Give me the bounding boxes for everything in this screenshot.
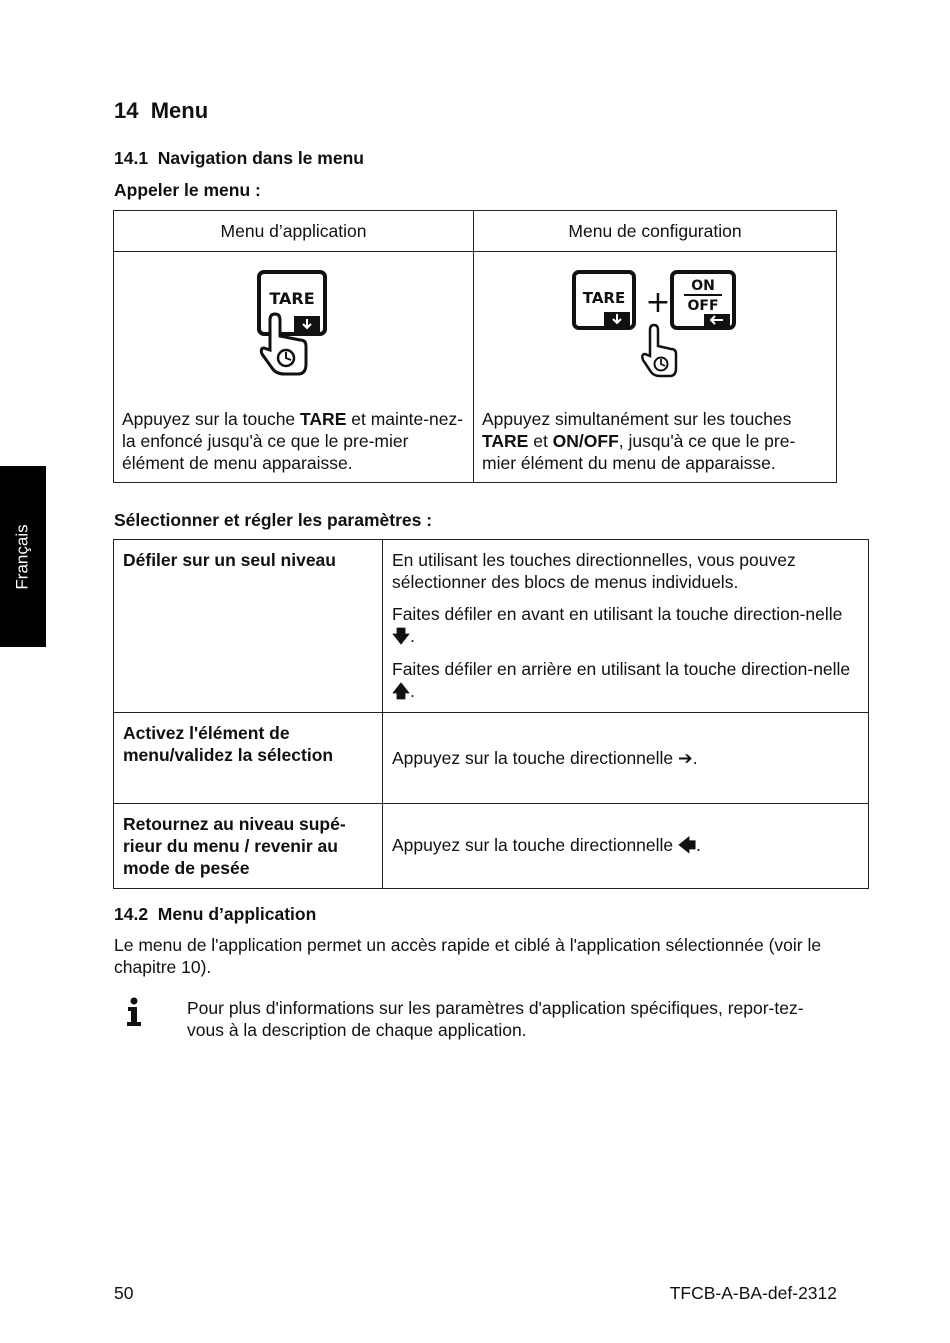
col-header-application: Menu d’application <box>114 211 474 252</box>
table-row <box>114 804 869 889</box>
arrow-right-icon: ➔ <box>678 748 693 769</box>
subsection-title-app-menu <box>114 903 316 925</box>
scroll-intro-text: En utilisant les touches directionnelles, vous pouvez sélectionner des blocs de menus individuels. <box>392 550 796 592</box>
subsection-number: 14.1 <box>114 148 149 168</box>
select-params-heading: Sélectionner et régler les paramètres : <box>114 510 433 530</box>
svg-text:OFF: OFF <box>687 298 719 314</box>
subsection-number: 14.2 <box>114 904 149 924</box>
page-number: 50 <box>114 1283 134 1303</box>
table-row <box>114 540 869 713</box>
svg-text:+: + <box>645 285 671 320</box>
menu-call-table <box>113 210 837 483</box>
document-code: TFCB-A-BA-def-2312 <box>669 1283 837 1303</box>
row-label-activate: Activez l'élément de menu/validez la sélection <box>114 713 383 804</box>
cell-configuration-menu <box>474 252 837 483</box>
params-table <box>113 539 869 889</box>
row-label-scroll: Défiler sur un seul niveau <box>114 540 383 713</box>
row-content-return: Appuyez sur la touche directionnelle 🡄. <box>383 804 869 889</box>
info-note-text: Pour plus d'informations sur les paramètres d'application spécifiques, repor-tez-vous à la description de chaque application. <box>187 998 804 1040</box>
arrow-left-icon: 🡄 <box>678 836 697 856</box>
section-number: 14 <box>114 98 139 123</box>
svg-text:TARE: TARE <box>268 289 315 308</box>
subsection-title-text: Navigation dans le menu <box>157 148 364 168</box>
call-menu-heading: Appeler le menu : <box>114 180 261 200</box>
subsection-title-navigation <box>114 147 364 169</box>
cell-application-menu <box>114 252 474 483</box>
col-header-configuration: Menu de configuration <box>474 211 837 252</box>
application-menu-description: Appuyez sur la touche TARE et mainte-nez-la enfoncé jusqu'à ce que le pre-mier élément de menu apparaisse. <box>122 409 464 473</box>
section-title <box>114 100 208 122</box>
tare-onoff-press-icon <box>482 260 828 388</box>
tare-press-icon <box>122 260 465 388</box>
scroll-backward-text: Faites défiler en arrière en utilisant la touche direction-nelle 🡅. <box>392 659 851 702</box>
app-menu-paragraph: Le menu de l'application permet un accès rapide et ciblé à l'application sélectionnée (voir le chapitre 10). <box>114 935 822 977</box>
configuration-menu-description: Appuyez simultanément sur les touches TARE et ON/OFF, jusqu'à ce que le pre-mier élément du menu de apparaisse. <box>482 409 796 473</box>
svg-text:TARE: TARE <box>582 289 626 307</box>
row-content-activate: Appuyez sur la touche directionnelle ➔. <box>383 713 869 804</box>
subsection-title-text: Menu d’application <box>157 904 317 924</box>
arrow-up-icon: 🡅 <box>392 682 410 702</box>
svg-text:ON: ON <box>691 278 715 294</box>
language-label: Français <box>13 523 32 590</box>
language-side-tab <box>0 466 46 647</box>
info-icon <box>122 997 146 1027</box>
section-title-text: Menu <box>150 98 209 123</box>
scroll-forward-text: Faites défiler en avant en utilisant la touche direction-nelle 🡇. <box>392 604 843 647</box>
arrow-down-icon: 🡇 <box>392 627 410 647</box>
row-content-scroll <box>383 540 869 713</box>
table-row <box>114 713 869 804</box>
row-label-return: Retournez au niveau supé-rieur du menu / revenir au mode de pesée <box>114 804 383 889</box>
